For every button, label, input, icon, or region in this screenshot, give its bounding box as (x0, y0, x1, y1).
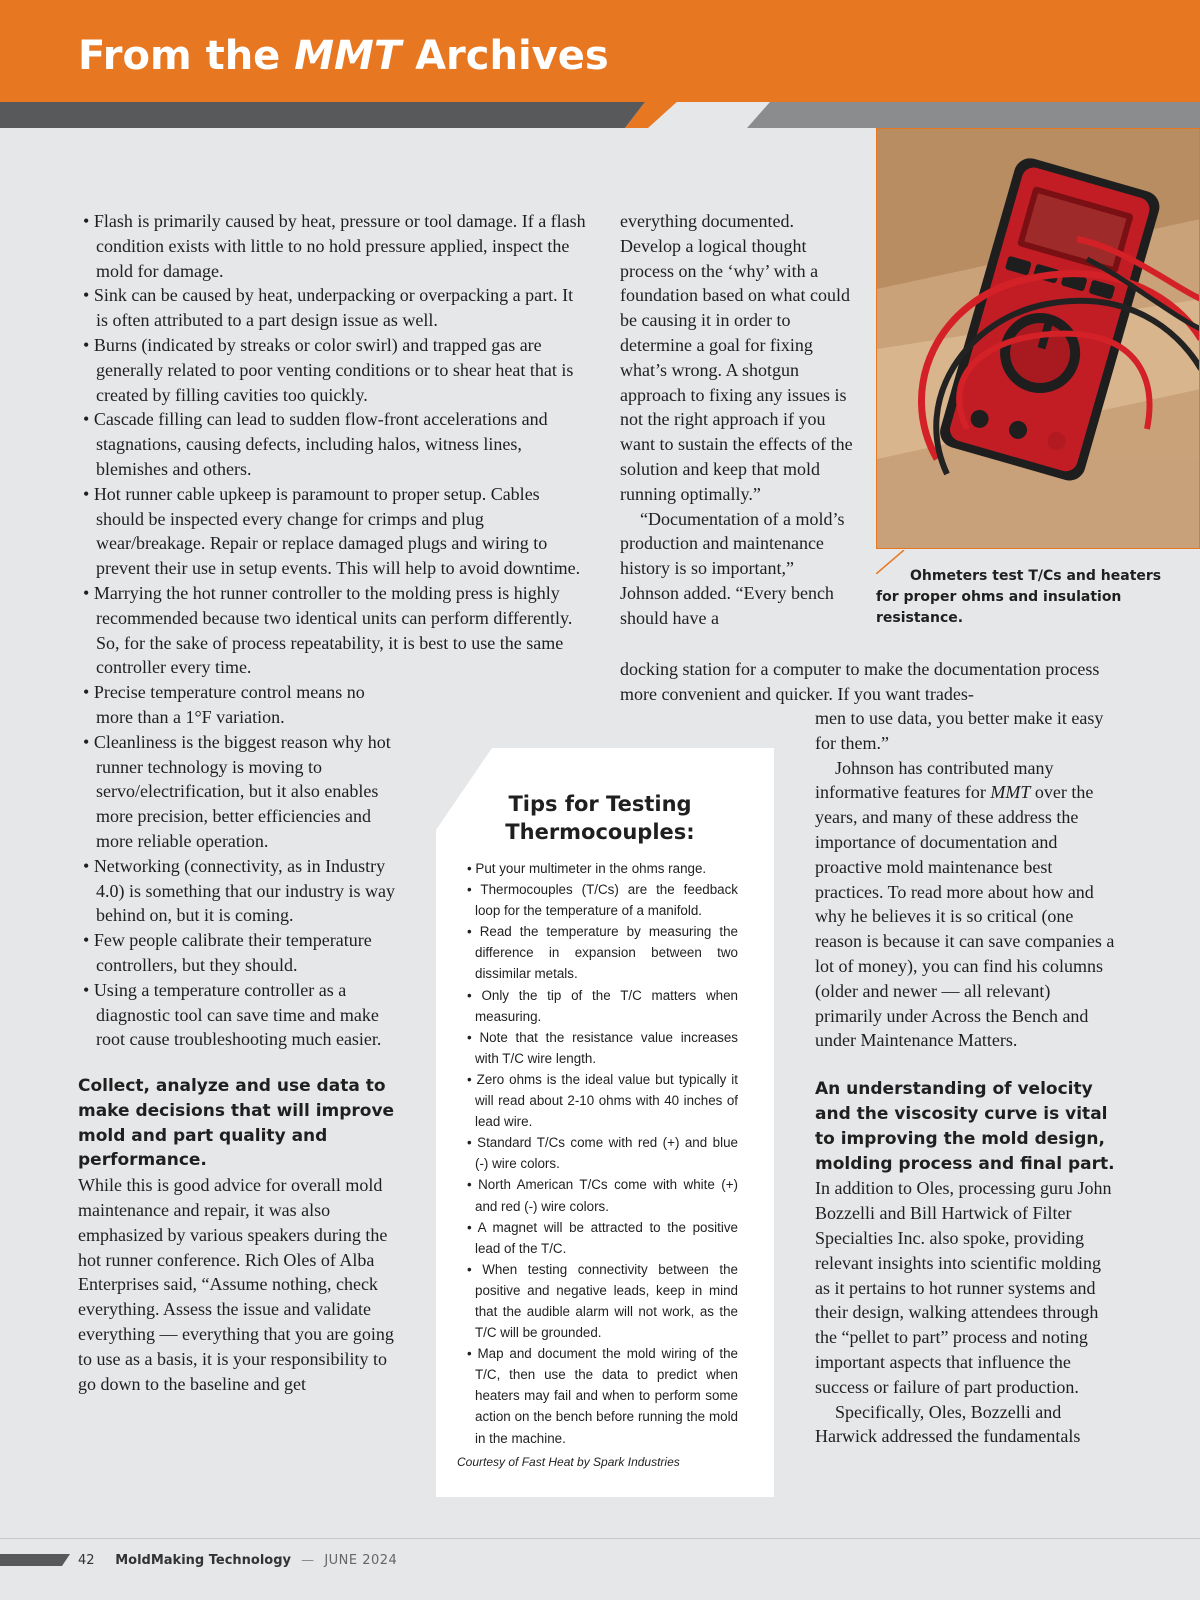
list-item: • Cascade filling can lead to sudden flow-front accelerations and stagnations, causing defects, including halos, witness lines, blemishes and others. (78, 407, 586, 481)
tip-item: • Thermocouples (T/Cs) are the feedback loop for the temperature of a manifold. (465, 879, 738, 921)
publication-name: MoldMaking Technology (115, 1553, 292, 1568)
title-suffix: Archives (401, 33, 609, 79)
subhead-data: Collect, analyze and use data to make decisions that will improve mold and part quality and performance. (78, 1076, 395, 1171)
tip-item: • North American T/Cs come with white (+) and red (-) wire colors. (465, 1174, 738, 1216)
tip-item: • Map and document the mold wiring of the T/C, then use the data to predict when heaters may fail and when to perform some action on the bench before running the mold in the machine. (465, 1343, 738, 1448)
tip-item: • When testing connectivity between the positive and negative leads, keep in mind that the audible alarm will not work, as the T/C will be grounded. (465, 1259, 738, 1343)
tips-title-line: Tips for Testing (508, 792, 692, 816)
column-right (815, 706, 1115, 1449)
multimeter-photo (876, 128, 1200, 549)
multimeter-illustration (877, 129, 1200, 549)
tip-item: • Put your multimeter in the ohms range. (465, 858, 738, 879)
photo-caption: Ohmeters test T/Cs and heaters for proper ohms and insulation resistance. (876, 568, 1162, 626)
body-paragraph: “Documentation of a mold’s production and maintenance history is so important,” Johnson added. “Every bench should have a (620, 508, 845, 628)
tips-credit: Courtesy of Fast Heat by Spark Industries (457, 1454, 680, 1469)
list-item: • Hot runner cable upkeep is paramount to proper setup. Cables should be inspected every change for crimps and plug wear/breakage. Repair or replace damaged plugs and wiring to prevent their use in setup events. This will help to avoid downtime. (78, 482, 586, 581)
body-paragraph: While this is good advice for overall mold maintenance and repair, it was also emphasized by various speakers during the hot runner conference. Rich Oles of Alba Enterprises said, “Assume nothing, check everything. Assess the issue and validate everything — everything that you are going to use as a basis, it is your responsibility to go down to the baseline and get (78, 1175, 394, 1394)
tips-title-line: Thermocouples: (505, 820, 695, 844)
list-item: • Networking (connectivity, as in Industry 4.0) is something that our industry is way behind on, but it is coming. (78, 854, 398, 928)
tips-title (470, 790, 730, 846)
page-number: 42 (78, 1553, 95, 1568)
list-item: • Precise temperature control means no more than a 1°F variation. (78, 680, 398, 730)
footer-separator: — (301, 1553, 315, 1568)
body-paragraph: men to use data, you better make it easy for them.” (815, 708, 1104, 753)
list-item: • Burns (indicated by streaks or color swirl) and trapped gas are generally related to poor venting conditions or to shear heat that is created by filling cavities too quickly. (78, 333, 586, 407)
subhead-velocity: An understanding of velocity and the viscosity curve is vital to improving the mold design, molding process and final part. (815, 1079, 1115, 1174)
body-paragraph (815, 756, 1115, 1054)
title-emphasis: MMT (294, 33, 402, 79)
footer-divider (0, 1538, 1200, 1539)
header-stripes (0, 90, 1200, 130)
list-item: • Using a temperature controller as a diagnostic tool can save time and make root cause troubleshooting much easier. (78, 978, 398, 1052)
list-item: • Marrying the hot runner controller to the molding press is highly recommended because two identical units can perform differently. So, for the sake of process repeatability, it is best to use the same controller every time. (78, 581, 586, 680)
page-footer (78, 1553, 397, 1568)
list-item: • Flash is primarily caused by heat, pressure or tool damage. If a flash condition exists with little to no hold pressure applied, inspect the mold for damage. (78, 209, 586, 283)
tip-item: • A magnet will be attracted to the positive lead of the T/C. (465, 1217, 738, 1259)
text-run: Johnson has contributed many informative features for (815, 757, 1054, 803)
column-middle (620, 209, 855, 631)
footer-accent-bar (0, 1554, 70, 1566)
tips-list-container (457, 858, 739, 1473)
page-title (78, 33, 609, 79)
tip-item: • Zero ohms is the ideal value but typically it will read about 2-10 ohms with 40 inches of lead wire. (465, 1069, 738, 1132)
title-prefix: From the (78, 33, 295, 79)
bullet-list-wide (78, 209, 586, 680)
body-paragraph-wide: docking station for a computer to make the documentation process more convenient and quicker. If you want trades- (620, 659, 1100, 704)
list-item: • Sink can be caused by heat, underpacking or overpacking a part. It is often attributed to a part design issue as well. (78, 283, 586, 333)
tip-item: • Note that the resistance value increases with T/C wire length. (465, 1027, 738, 1069)
list-item: • Few people calibrate their temperature controllers, but they should. (78, 928, 398, 978)
body-paragraph: In addition to Oles, processing guru John Bozzelli and Bill Hartwick of Filter Specialties Inc. also spoke, providing relevant insights into scientific molding as it pertains to hot runner systems and their design, walking attendees through the “pellet to part” process and noting important aspects that influence the success or failure of part production. (815, 1178, 1112, 1397)
body-paragraph: everything documented. Develop a logical thought process on the ‘why’ with a foundation based on what could be causing it in order to determine a goal for fixing what’s wrong. A shotgun approach to fixing any issues is not the right approach if you want to sustain the effects of the solution and keep that mold running optimally.” (620, 211, 853, 504)
text-emphasis: MMT (990, 782, 1031, 803)
tip-item: • Only the tip of the T/C matters when measuring. (465, 985, 738, 1027)
tip-item: • Read the temperature by measuring the difference in expansion between two dissimilar metals. (465, 921, 738, 984)
tip-item: • Standard T/Cs come with red (+) and blue (-) wire colors. (465, 1132, 738, 1174)
tips-list (465, 858, 738, 1449)
bullet-list-narrow (78, 680, 398, 1052)
body-paragraph: Specifically, Oles, Bozzelli and Harwick addressed the fundamentals (815, 1401, 1081, 1447)
text-run: over the years, and many of these address the importance of documentation and proactive mold maintenance best practices. To read more about how and why he believes it is so critical (one reason is because it can save companies a lot of money), you can find his columns (older and newer — all relevant) primarily under Across the Bench and under Maintenance Matters. (815, 782, 1115, 1051)
list-item: • Cleanliness is the biggest reason why hot runner technology is moving to servo/electrification, but it also enables more precision, better efficiencies and more reliable operation. (78, 730, 398, 854)
issue-date: JUNE 2024 (324, 1553, 398, 1568)
